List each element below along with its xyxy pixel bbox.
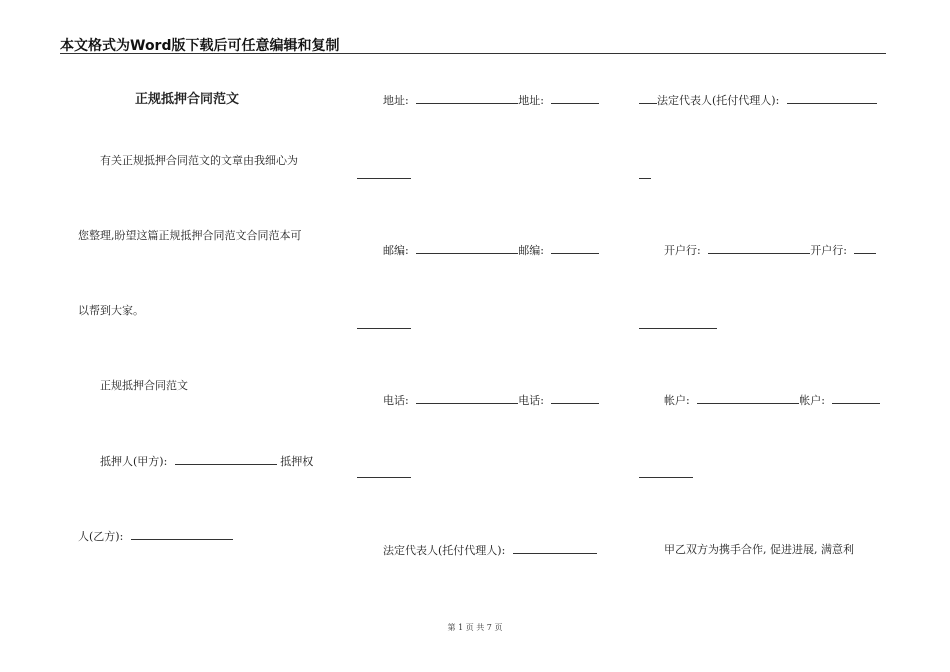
legal-rep-row-a <box>383 543 597 558</box>
bank-blank-continued <box>639 328 717 329</box>
phone-blank-a <box>416 393 518 404</box>
account-blank-a <box>697 393 799 404</box>
address-row <box>383 93 599 108</box>
header-text: 本文格式为Word版下载后可任意编辑和复制 <box>60 38 340 54</box>
address-label-b: 地址: <box>518 94 544 107</box>
zip-label-b: 邮编: <box>518 244 544 257</box>
bank-label-b: 开户行: <box>810 244 847 257</box>
zip-blank-b <box>551 243 599 254</box>
account-blank-b <box>832 393 880 404</box>
page-header <box>60 33 886 54</box>
mortgagee-label-a: 抵押权 <box>280 455 314 468</box>
mortgagee-row <box>78 529 233 544</box>
mortgagor-blank <box>175 454 277 465</box>
intro-line-3: 以帮到大家。 <box>78 304 144 317</box>
legal-rep-row-b <box>639 93 877 108</box>
account-blank-continued <box>639 477 693 478</box>
phone-label-a: 电话: <box>383 394 409 407</box>
address-blank-continued <box>357 178 411 179</box>
address-blank-b <box>551 93 599 104</box>
zip-row <box>383 243 599 258</box>
mortgagor-label: 抵押人(甲方): <box>100 455 168 468</box>
legal-rep-label-b: 法定代表人(托付代理人): <box>657 94 780 107</box>
mortgagee-label-b: 人(乙方): <box>78 530 124 543</box>
bank-blank-a <box>708 243 810 254</box>
contract-subtitle: 正规抵押合同范文 <box>100 379 188 392</box>
mortgagor-row <box>100 454 313 469</box>
legal-rep-blank-lead <box>639 93 657 104</box>
document-title: 正规抵押合同范文 <box>135 92 240 107</box>
bank-label-a: 开户行: <box>664 244 701 257</box>
phone-blank-b <box>551 393 599 404</box>
zip-blank-a <box>416 243 518 254</box>
closing-paragraph: 甲乙双方为携手合作, 促进进展, 满意利 <box>664 543 854 556</box>
bank-blank-b <box>854 243 876 254</box>
page-number: 第 1 页 共 7 页 <box>447 623 503 632</box>
legal-rep-blank-continued <box>639 178 651 179</box>
account-label-b: 帐户: <box>799 394 825 407</box>
legal-rep-blank-a <box>513 543 597 554</box>
address-blank-a <box>416 93 518 104</box>
mortgagee-blank <box>131 529 233 540</box>
zip-label-a: 邮编: <box>383 244 409 257</box>
phone-row <box>383 393 599 408</box>
phone-blank-continued <box>357 477 411 478</box>
address-label-a: 地址: <box>383 94 409 107</box>
intro-line-1: 有关正规抵押合同范文的文章由我细心为 <box>100 154 298 167</box>
legal-rep-blank-b <box>787 93 877 104</box>
intro-line-2: 您整理,盼望这篇正规抵押合同范文合同范本可 <box>78 229 302 242</box>
legal-rep-label-a: 法定代表人(托付代理人): <box>383 544 506 557</box>
bank-row <box>664 243 876 258</box>
zip-blank-continued <box>357 328 411 329</box>
account-row <box>664 393 880 408</box>
phone-label-b: 电话: <box>518 394 544 407</box>
account-label-a: 帐户: <box>664 394 690 407</box>
